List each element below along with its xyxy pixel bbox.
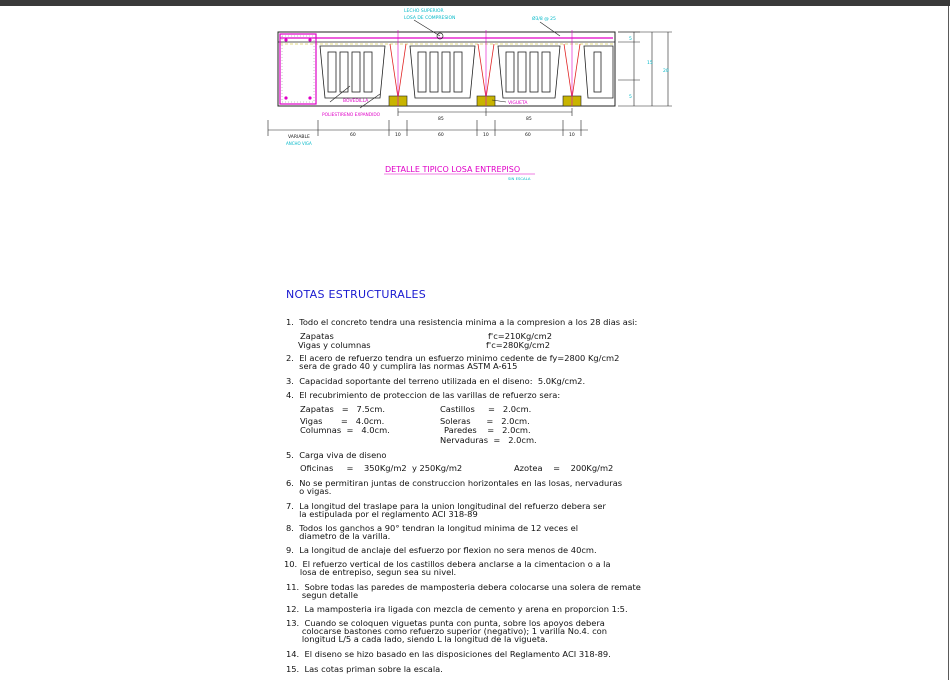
note-2-line-2: sera de grado 40 y cumplira las normas ASTM A-615 xyxy=(286,361,518,371)
note-1-zapatas-label: Zapatas xyxy=(300,331,334,341)
dim-mid-b: 85 xyxy=(526,117,532,122)
detail-title: DETALLE TIPICO LOSA ENTREPISO xyxy=(385,165,521,174)
dim-right-total: 20 xyxy=(663,69,669,74)
note-5: 5. Carga viva de diseno xyxy=(286,450,387,460)
dim-60-c: 60 xyxy=(525,133,531,138)
callout-top-left-1: LECHO SUPERIOR xyxy=(404,9,444,14)
label-poliestireno: POLIESTIRENO EXPANDIDO xyxy=(322,113,381,118)
slab-section xyxy=(278,32,615,106)
slab-detail-drawing xyxy=(0,0,950,240)
note-8-line-1: 8. Todos los ganchos a 90° tendran la longitud minima de 12 veces el xyxy=(286,523,579,533)
note-1-vigas-value: f'c=280Kg/cm2 xyxy=(486,340,550,350)
note-1: 1. Todo el concreto tendra una resistencia minima a la compresion a los 28 dias asi: xyxy=(286,317,638,327)
note-13-line-3: longitud L/5 a cada lado, siendo L la longitud de la vigueta. xyxy=(286,634,548,644)
dim-variable-sub: ANCHO VIGA xyxy=(286,141,312,146)
bottom-dimensions xyxy=(268,108,588,136)
note-4: 4. El recubrimiento de proteccion de las varillas de refuerzo sera: xyxy=(286,390,561,400)
note-13-line-1: 13. Cuando se coloquen viguetas punta con punta, sobre los apoyos debera xyxy=(286,618,605,628)
note-11-line-1: 11. Sobre todas las paredes de mamposteria debera colocarse una solera de remate xyxy=(286,582,641,592)
note-10-line-2: losa de entrepiso, segun sea su nivel. xyxy=(284,567,457,577)
dim-10-a: 10 xyxy=(395,133,401,138)
note-1-zapatas-value: f'c=210Kg/cm2 xyxy=(488,331,552,341)
dim-10-c: 10 xyxy=(569,133,575,138)
dim-10-b: 10 xyxy=(483,133,489,138)
note-12: 12. La mamposteria ira ligada con mezcla de cemento y arena en proporcion 1:5. xyxy=(286,604,628,614)
note-6-line-1: 6. No se permitiran juntas de construccion horizontales en las losas, nervaduras xyxy=(286,478,623,488)
note-11-line-2: segun detalle xyxy=(286,590,359,600)
note-7-line-2: la estipulada por el reglamento ACI 318-89 xyxy=(286,509,478,519)
dim-mid-a: 85 xyxy=(438,117,444,122)
note-14: 14. El diseno se hizo basado en las disposiciones del Reglamento ACI 318-89. xyxy=(286,649,611,659)
note-4-columnas: Columnas = 4.0cm. xyxy=(300,425,390,435)
note-5-azotea: Azotea = 200Kg/m2 xyxy=(514,463,614,473)
note-9: 9. La longitud de anclaje del esfuerzo por flexion no sera menos de 40cm. xyxy=(286,545,597,555)
note-4-castillos: Castillos = 2.0cm. xyxy=(440,404,532,414)
note-10-line-1: 10. El refuerzo vertical de los castillos debera anclarse a la cimentacion o a la xyxy=(284,559,611,569)
note-4-zapatas: Zapatas = 7.5cm. xyxy=(300,404,386,414)
note-6-line-2: o vigas. xyxy=(286,486,332,496)
label-bovedilla: BOVEDILLA xyxy=(343,99,369,104)
callout-top-right: Ø3/8 @ 25 xyxy=(532,17,556,22)
note-4-nervaduras: Nervaduras = 2.0cm. xyxy=(440,435,537,445)
note-5-oficinas: Oficinas = 350Kg/m2 y 250Kg/m2 xyxy=(300,463,463,473)
note-8-line-2: diametro de la varilla. xyxy=(286,531,391,541)
callouts xyxy=(322,8,560,118)
dim-60-b: 60 xyxy=(438,133,444,138)
label-vigueta: VIGUETA xyxy=(508,101,528,106)
dim-right-mid: 15 xyxy=(647,61,653,66)
note-3: 3. Capacidad soportante del terreno utilizada en el diseno: 5.0Kg/cm2. xyxy=(286,376,586,386)
dim-right-top: 5 xyxy=(629,37,632,42)
note-7-line-1: 7. La longitud del traslape para la union longitudinal del refuerzo debera ser xyxy=(286,501,606,511)
callout-top-left-2: LOSA DE COMPRESION xyxy=(404,16,456,21)
note-4-soleras: Soleras = 2.0cm. xyxy=(440,416,530,426)
notes-title: NOTAS ESTRUCTURALES xyxy=(286,288,427,301)
note-15: 15. Las cotas priman sobre la escala. xyxy=(286,664,443,674)
note-2-line-1: 2. El acero de refuerzo tendra un esfuerzo minimo cedente de fy=2800 Kg/cm2 xyxy=(286,353,620,363)
note-4-vigas: Vigas = 4.0cm. xyxy=(300,416,385,426)
dim-right-bot: 5 xyxy=(629,95,632,100)
note-1-vigas-label: Vigas y columnas xyxy=(298,340,371,350)
dim-60-a: 60 xyxy=(350,133,356,138)
detail-scale: SIN ESCALA xyxy=(508,176,531,181)
bovedilla-blocks xyxy=(320,46,613,98)
dim-variable: VARIABLE xyxy=(288,135,310,140)
note-4-paredes: Paredes = 2.0cm. xyxy=(444,425,531,435)
note-13-line-2: colocarse bastones como refuerzo superior (negativo); 1 varilla No.4. con xyxy=(286,626,607,636)
